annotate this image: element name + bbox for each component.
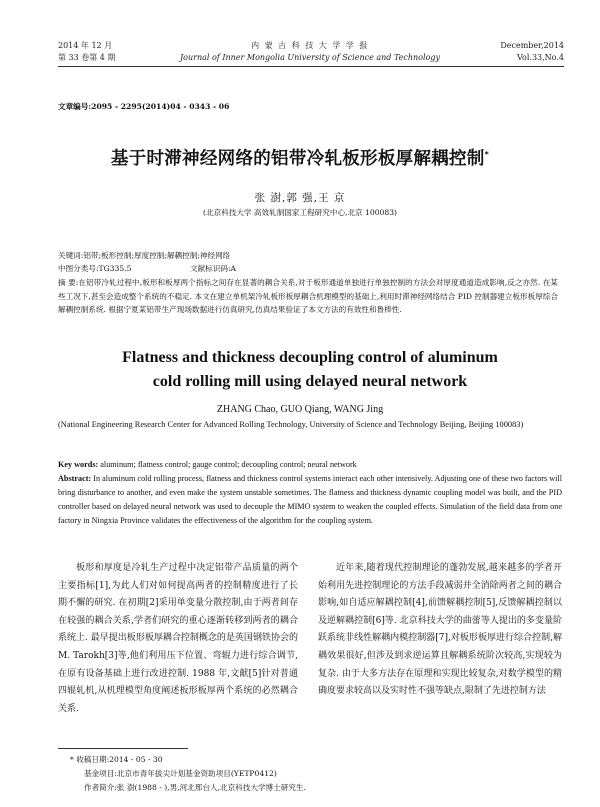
abstract-cn: 摘 要:在铝带冷轧过程中,板形和板厚两个指标之间存在显著的耦合关系,对于板形通道单独进行单独控制的方法会对厚度通道造成影响,反之亦然. 在某些工况下,甚至会造成整个系统的不稳定. 本文在建立单机架冷轧板形板厚耦合机理模型的基础上,利用时滞神经网络结合 PID 控制器建立板形板厚综合解耦控制系统. 根据宁夏某铝带生产现场数据进行仿真研究,仿真结果验证了本文方法的有效性和鲁棒性. bbox=[58, 278, 558, 315]
header-journal-cn: 内 蒙 古 科 技 大 学 学 报 bbox=[251, 41, 369, 50]
document-code-cn: 文献标识码:A bbox=[190, 264, 237, 273]
classification-cn: 中图分类号:TG335.5 bbox=[58, 264, 132, 273]
header-vol-en: Vol.33,No.4 bbox=[517, 53, 564, 62]
keywords-en-text: aluminum; flatness control; gauge control; decoupling control; neural network bbox=[100, 460, 357, 469]
footnote-received-text: 收稿日期:2014 - 05 - 30 bbox=[76, 755, 163, 764]
header-date: 2014 年 12 月 bbox=[58, 41, 113, 50]
authors-cn: 张 澍,郭 强,王 京 bbox=[254, 192, 346, 204]
article-number: 文章编号:2095 - 2295(2014)04 - 0343 - 06 bbox=[58, 102, 230, 111]
affiliation-en: (National Engineering Research Center for Advanced Rolling Technology, University of Science and Technology Beijing, Beijing 100083) bbox=[58, 420, 524, 429]
keywords-en bbox=[58, 458, 562, 471]
footnote-author: 作者简介:张 澍(1988 - ),男,河北邢台人,北京科技大学博士研究生. bbox=[84, 783, 306, 792]
abstract-en-label: Abstract: bbox=[58, 474, 92, 483]
keywords-cn: 关键词:铝带;板形控制;厚度控制;解耦控制;神经网络 bbox=[58, 251, 231, 260]
title-cn-text: 基于时滞神经网络的铝带冷轧板形板厚解耦控制 bbox=[110, 149, 485, 169]
header-month-en: December,2014 bbox=[500, 41, 564, 50]
abstract-en bbox=[58, 472, 562, 528]
header-rule bbox=[58, 66, 564, 67]
footnote-rule bbox=[58, 748, 188, 749]
body-right-column: 近年来,随着现代控制理论的蓬勃发展,越来越多的学者开始利用先进控制理论的方法手段减弱并全消除两者之间的耦合影响,如自适应解耦控制[4],前馈解耦控制[5],反馈解耦控制以及逆解耦控制[6]等. 北京科技大学的曲蕾等人提出的多变量阶跃系统非线性解耦内模控制器[7],对板形板厚进行综合控制,解耦效果很好,但涉及到求逆运算且解耦系统阶次较高,实现较为复杂. 由于大多方法存在原理和实现比较复杂,对数学模型的精确度要求较高以及实时性不强等缺点,限制了先进控制方法 bbox=[318, 563, 562, 697]
title-en-line1: Flatness and thickness decoupling control of aluminum bbox=[122, 349, 498, 366]
footnote-received bbox=[70, 754, 163, 767]
footnote-star: * bbox=[70, 755, 74, 764]
keywords-en-label: Key words: bbox=[58, 460, 99, 469]
authors-en: ZHANG Chao, GUO Qiang, WANG Jing bbox=[216, 404, 384, 415]
title-cn bbox=[60, 145, 540, 170]
title-footnote-mark: * bbox=[484, 150, 490, 160]
title-en-line2: cold rolling mill using delayed neural network bbox=[152, 373, 468, 390]
abstract-en-text: In aluminum cold rolling process, flatness and thickness control systems interact each other intensively. Adjusting one of these two factors will bring disturbance to another, and even make the system unstable sometimes. The flatness and thickness dynamic coupling model was built, and the PID controller based on delayed neural network was used to decouple the MIMO system to weaken the coupled effects. Simulation of the field data from one factory in Ningxia Province validates the effectiveness of the algorithm for the coupling system. bbox=[58, 474, 563, 525]
footnote-fund: 基金项目:北京市青年拔尖计划基金资助项目(YETP0412) bbox=[84, 769, 277, 778]
header-volume: 第 33 卷第 4 期 bbox=[58, 53, 116, 62]
affiliation-cn: (北京科技大学 高效轧制国家工程研究中心,北京 100083) bbox=[202, 208, 398, 217]
body-left-column: 板形和厚度是冷轧生产过程中决定铝带产品质量的两个主要指标[1],为此人们对如何提高两者的控制精度进行了长期不懈的研究. 在初期[2]采用单变量分散控制,由于两者间存在较强的耦合关系,学者们研究的重心逐渐转移到两者的耦合系统上. 最早提出板形板厚耦合控制概念的是英国钢铁协会的 M. Tarokh[3]等,他们利用压下位置、弯辊力进行综合调节,在原有设备基础上进行改进控制. 1988 年,文献[5]针对普通四辊轧机,从机理模型角度阐述板形板厚两个系统的必然耦合关系. bbox=[58, 563, 298, 714]
header-journal-en: Journal of Inner Mongolia University of Science and Technology bbox=[179, 53, 441, 62]
